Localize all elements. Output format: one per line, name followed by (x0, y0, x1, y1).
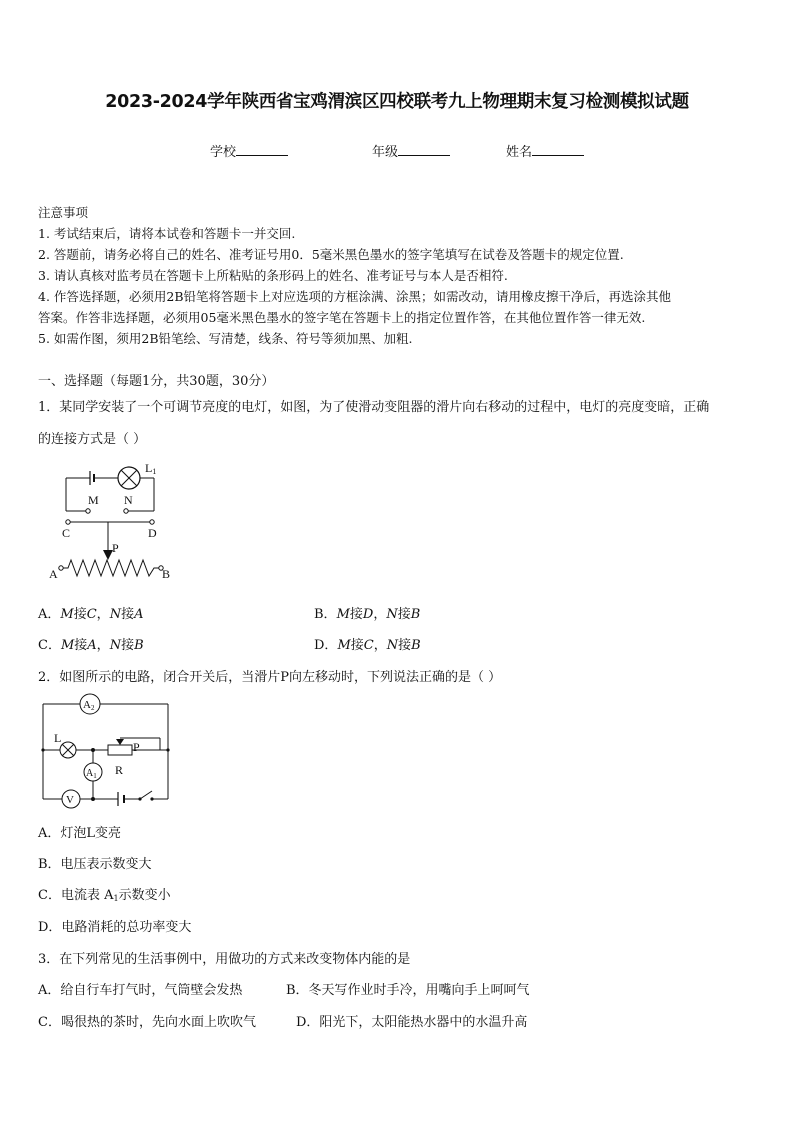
lamp-label: L1 (145, 461, 157, 476)
q1-option-b[interactable]: B．M接D，N接B (314, 607, 421, 622)
notice-item: 答案。作答非选择题，必须用05毫米黑色墨水的签字笔在答题卡上的指定位置作答，在其他位置作答一律无效. (38, 310, 646, 325)
label-v: V (66, 794, 74, 806)
q3-option-d[interactable]: D．阳光下，太阳能热水器中的水温升高 (296, 1015, 528, 1030)
notice-item: 5. 如需作图，须用2B铅笔绘、写清楚，线条、符号等须加黑、加粗. (38, 331, 413, 346)
label-b: B (162, 567, 171, 581)
q2-option-a[interactable]: A．灯泡L变亮 (38, 826, 122, 841)
school-label: 学校 (210, 145, 237, 160)
q1-option-d[interactable]: D．M接C，N接B (314, 638, 421, 653)
name-label: 姓名 (506, 145, 533, 160)
label-p: P (133, 740, 140, 754)
slider-arrow-icon (116, 739, 124, 745)
q3-option-a[interactable]: A．给自行车打气时，气筒壁会发热 (38, 983, 243, 998)
section-heading: 一、选择题（每题1分，共30题，30分） (38, 374, 275, 389)
label-c: C (62, 526, 71, 540)
grade-label: 年级 (372, 145, 399, 160)
label-a2: A2 (83, 699, 95, 712)
label-r: R (115, 763, 124, 777)
label-l: L (54, 731, 62, 745)
notice-item: 3. 请认真核对监考员在答题卡上所粘贴的条形码上的姓名、准考证号与本人是否相符. (38, 268, 508, 283)
label-n: N (124, 493, 133, 507)
label-a1: $A_1$ (86, 768, 97, 780)
q1-option-a[interactable]: A．M接C，N接A (38, 607, 144, 622)
notice-item: 2. 答题前，请务必将自己的姓名、准考证号用0．5毫米黑色墨水的签字笔填写在试卷及答题卡的规定位置. (38, 247, 624, 262)
q1-option-c[interactable]: C．M接A，N接B (38, 638, 144, 653)
q2-option-c[interactable]: C．电流表 $A_1$示数变小 (38, 888, 171, 903)
q2-option-b[interactable]: B．电压表示数变大 (38, 857, 152, 872)
q2-option-d[interactable]: D．电路消耗的总功率变大 (38, 920, 192, 935)
page-title: 2023-2024学年陕西省宝鸡渭滨区四校联考九上物理期末复习检测模拟试题 (105, 92, 689, 112)
q3-stem: 3．在下列常见的生活事例中，用做功的方式来改变物体内能的是 (38, 952, 411, 967)
notice-item: 4. 作答选择题，必须用2B铅笔将答题卡上对应选项的方框涂满、涂黑；如需改动，请用橡皮擦干净后，再选涂其他 (38, 289, 672, 304)
label-a: A (49, 567, 58, 581)
label-p: P (112, 541, 119, 555)
q1-stem-line2: 的连接方式是（ ） (38, 432, 147, 447)
q1-stem-line1: 1．某同学安装了一个可调节亮度的电灯，如图，为了使滑动变阻器的滑片向右移动的过程中，电灯的亮度变暗，正确 (38, 400, 710, 415)
notice-heading: 注意事项 (38, 205, 89, 220)
q3-option-c[interactable]: C．喝很热的茶时，先向水面上吹吹气 (38, 1015, 256, 1030)
label-d: D (148, 526, 157, 540)
label-m: M (88, 493, 99, 507)
q2-stem: 2．如图所示的电路，闭合开关后，当滑片P向左移动时，下列说法正确的是（ ） (38, 670, 502, 685)
q3-option-b[interactable]: B．冬天写作业时手冷，用嘴向手上呵呵气 (286, 983, 530, 998)
notice-item: 1. 考试结束后，请将本试卷和答题卡一并交回. (38, 226, 296, 241)
